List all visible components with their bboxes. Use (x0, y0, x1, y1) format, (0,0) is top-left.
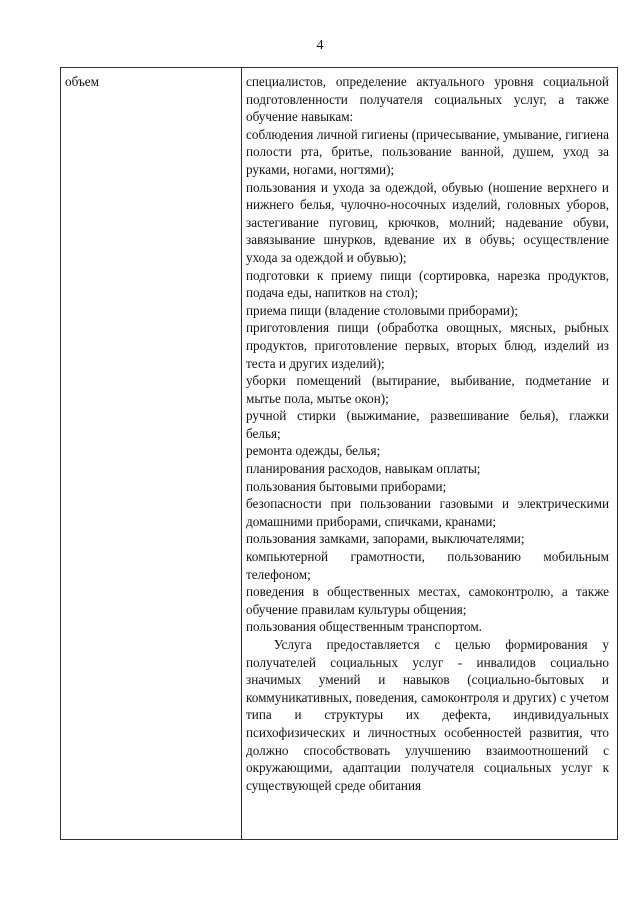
paragraph: соблюдения личной гигиены (причесывание, умывание, гигиена полости рта, бритье, пользование ванной, душем, уход за руками, ногами, ногтями); (246, 126, 609, 177)
paragraph: подготовки к приему пищи (сортировка, нарезка продуктов, подача еды, напитков на стол); (246, 267, 609, 301)
paragraph: специалистов, определение актуального уровня социальной подготовленности получателя социальных услуг, а также обучение навыкам: (246, 74, 609, 125)
paragraph: приготовления пищи (обработка овощных, мясных, рыбных продуктов, приготовление первых, вторых блюд, изделий из теста и других изделий); (246, 320, 609, 371)
table-row (61, 68, 618, 840)
paragraph: безопасности при пользовании газовыми и электрическими домашними приборами, спичками, кранами; (246, 496, 609, 529)
paragraph: пользования общественным транспортом. (246, 619, 482, 635)
paragraph: компьютерной грамотности, пользованию мобильным телефоном; (246, 549, 609, 582)
paragraph: поведения в общественных местах, самоконтролю, а также обучение правилам культуры общения; (246, 584, 609, 617)
paragraph: ремонта одежды, белья; (246, 443, 381, 459)
right-cell (242, 68, 618, 840)
paragraph: уборки помещений (вытирание, выбивание, подметание и мытье пола, мытье окон); (246, 373, 609, 406)
paragraph: пользования замками, запорами, выключателями; (246, 531, 525, 547)
paragraph: пользования и ухода за одеждой, обувью (ношение верхнего и нижнего белья, чулочно-носочных изделий, головных уборов, застегивание пуговиц, крючков, молний; надевание обуви, завязывание шнурков, вдевание их в обувь; осуществление ухода за одеждой и обувью); (246, 179, 609, 265)
paragraph: приема пищи (владение столовыми приборами); (246, 302, 519, 318)
closing-paragraph: Услуга предоставляется с целью формирования у получателей социальных услуг - инвалидов социально значимых умений и навыков (социально-бытовых и коммуникативных, поведения, самоконтроля и других) с учетом типа и структуры их дефекта, индивидуальных психофизических и личностных особенностей развития, что должно способствовать улучшению взаимоотношений с окружающими, адаптации получателя социальных услуг к существующей среде обитания (246, 637, 609, 793)
service-table (60, 67, 618, 840)
paragraph: ручной стирки (выжимание, развешивание белья), глажки белья; (246, 408, 609, 441)
left-cell (61, 68, 242, 840)
left-cell-label: объем (65, 74, 99, 89)
page-number: 4 (316, 38, 324, 53)
paragraph: пользования бытовыми приборами; (246, 478, 447, 494)
right-cell-content (242, 68, 617, 794)
paragraph: планирования расходов, навыкам оплаты; (246, 461, 481, 477)
